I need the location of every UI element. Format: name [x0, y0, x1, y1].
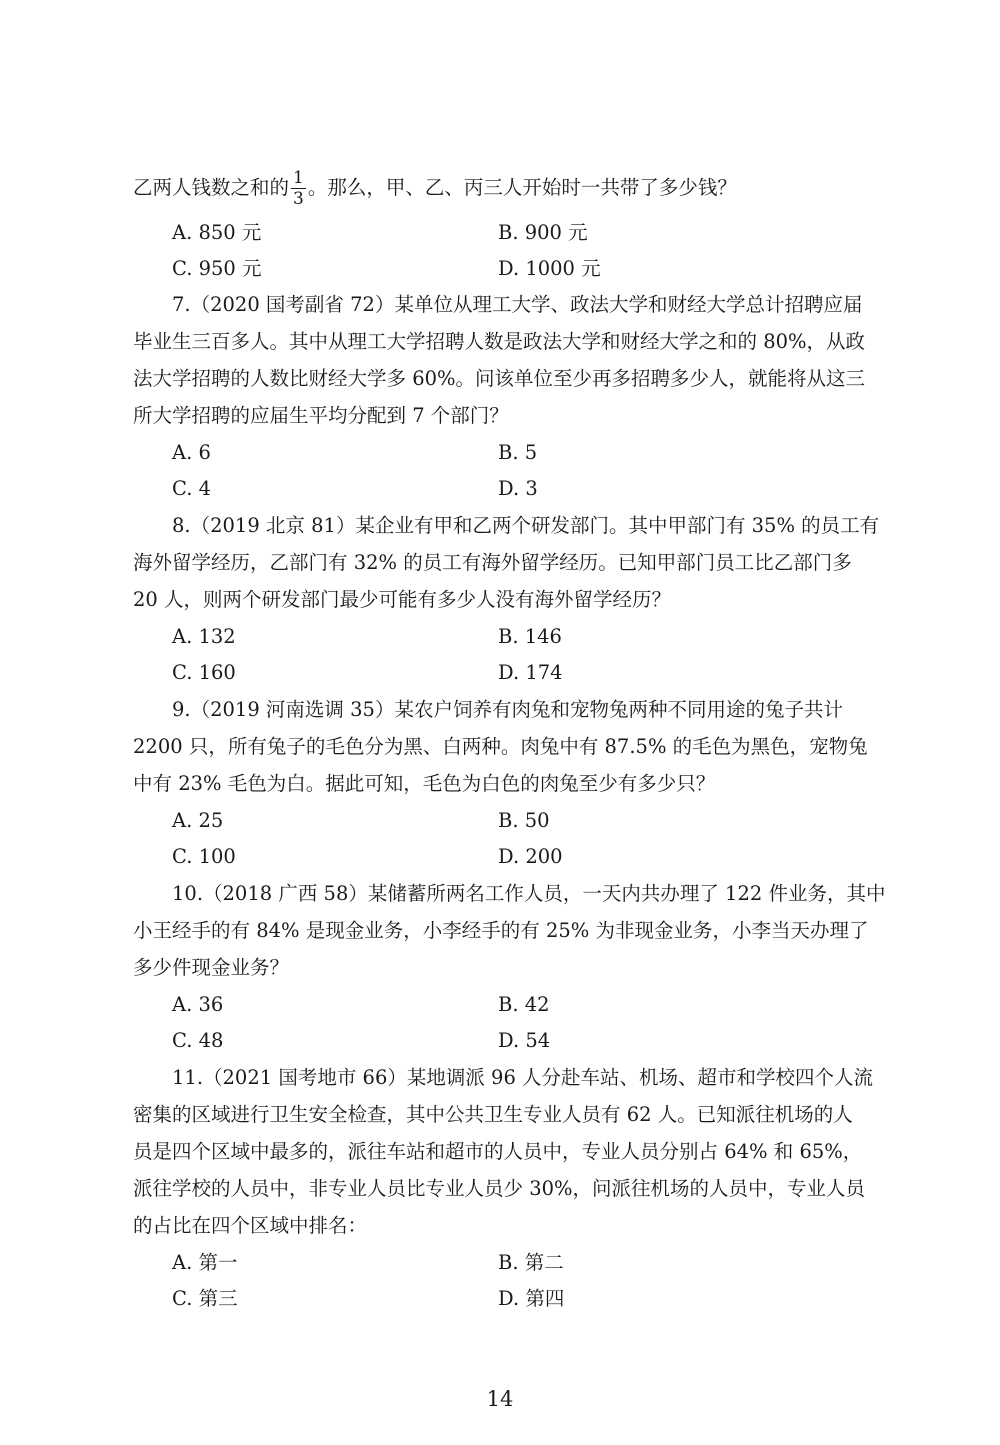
- q10-option-c: C. 48: [172, 1029, 224, 1052]
- q10-option-a: A. 36: [172, 993, 224, 1016]
- q10-stem-line: 10.（2018 广西 58）某储蓄所两名工作人员，一天内共办理了 122 件业务，其中: [172, 882, 886, 905]
- fraction-denominator: 3: [293, 189, 304, 209]
- q10-option-d: D. 54: [498, 1029, 551, 1052]
- q8-stem-line: 8.（2019 北京 81）某企业有甲和乙两个研发部门。其中甲部门有 35% 的员工有: [172, 514, 880, 537]
- q8-option-a: A. 132: [172, 625, 236, 648]
- q8-stem-line: 20 人，则两个研发部门最少可能有多少人没有海外留学经历？: [133, 588, 672, 611]
- q9-option-c: C. 100: [172, 845, 236, 868]
- page-number: 14: [486, 1387, 514, 1411]
- q11-option-d: D. 第四: [498, 1287, 565, 1310]
- q7-option-a: A. 6: [172, 441, 211, 464]
- q9-stem-line: 9.（2019 河南选调 35）某农户饲养有肉兔和宠物兔两种不同用途的兔子共计: [172, 698, 843, 721]
- q9-stem-line: 中有 23% 毛色为白。据此可知，毛色为白色的肉兔至少有多少只？: [133, 772, 716, 795]
- q8-option-b: B. 146: [498, 625, 562, 648]
- fraction-numerator: 1: [293, 168, 304, 188]
- q6-text-after: 。那么，甲、乙、丙三人开始时一共带了多少钱？: [307, 176, 737, 199]
- q6-option-a: A. 850 元: [172, 221, 262, 244]
- q11-option-c: C. 第三: [172, 1287, 238, 1310]
- q7-stem-line: 法大学招聘的人数比财经大学多 60%。问该单位至少再多招聘多少人，就能将从这三: [133, 367, 866, 390]
- q9-stem-line: 2200 只，所有兔子的毛色分为黑、白两种。肉兔中有 87.5% 的毛色为黑色，宠物兔: [133, 735, 868, 758]
- q9-option-a: A. 25: [172, 809, 224, 832]
- q10-option-b: B. 42: [498, 993, 550, 1016]
- q7-stem-line: 毕业生三百多人。其中从理工大学招聘人数是政法大学和财经大学之和的 80%，从政: [133, 330, 866, 353]
- q11-stem-line: 的占比在四个区域中排名：: [133, 1214, 368, 1237]
- q6-text-before: 乙两人钱数之和的: [133, 176, 290, 199]
- q6-option-d: D. 1000 元: [498, 257, 601, 280]
- q11-stem-line: 11.（2021 国考地市 66）某地调派 96 人分赴车站、机场、超市和学校四个人流: [172, 1066, 874, 1089]
- q10-stem-line: 多少件现金业务？: [133, 956, 290, 979]
- q7-stem-line: 所大学招聘的应届生平均分配到 7 个部门？: [133, 404, 509, 427]
- q7-option-c: C. 4: [172, 477, 212, 500]
- q8-option-c: C. 160: [172, 661, 236, 684]
- fraction-one-third: [291, 168, 306, 209]
- q9-option-b: B. 50: [498, 809, 550, 832]
- q9-option-d: D. 200: [498, 845, 563, 868]
- q6-option-b: B. 900 元: [498, 221, 588, 244]
- q11-stem-line: 派往学校的人员中，非专业人员比专业人员少 30%，问派往机场的人员中，专业人员: [133, 1177, 866, 1200]
- q6-stem-line: [133, 168, 873, 209]
- q11-stem-line: 员是四个区域中最多的，派往车站和超市的人员中，专业人员分别占 64% 和 65%，: [133, 1140, 863, 1163]
- q8-stem-line: 海外留学经历，乙部门有 32% 的员工有海外留学经历。已知甲部门员工比乙部门多: [133, 551, 852, 574]
- q6-option-c: C. 950 元: [172, 257, 262, 280]
- q7-stem-line: 7.（2020 国考副省 72）某单位从理工大学、政法大学和财经大学总计招聘应届: [172, 293, 863, 316]
- q10-stem-line: 小王经手的有 84% 是现金业务，小李经手的有 25% 为非现金业务，小李当天办理了: [133, 919, 869, 942]
- q11-option-b: B. 第二: [498, 1251, 564, 1274]
- q7-option-d: D. 3: [498, 477, 538, 500]
- q11-option-a: A. 第一: [172, 1251, 238, 1274]
- q7-option-b: B. 5: [498, 441, 538, 464]
- q11-stem-line: 密集的区域进行卫生安全检查，其中公共卫生专业人员有 62 人。已知派往机场的人: [133, 1103, 853, 1126]
- q8-option-d: D. 174: [498, 661, 563, 684]
